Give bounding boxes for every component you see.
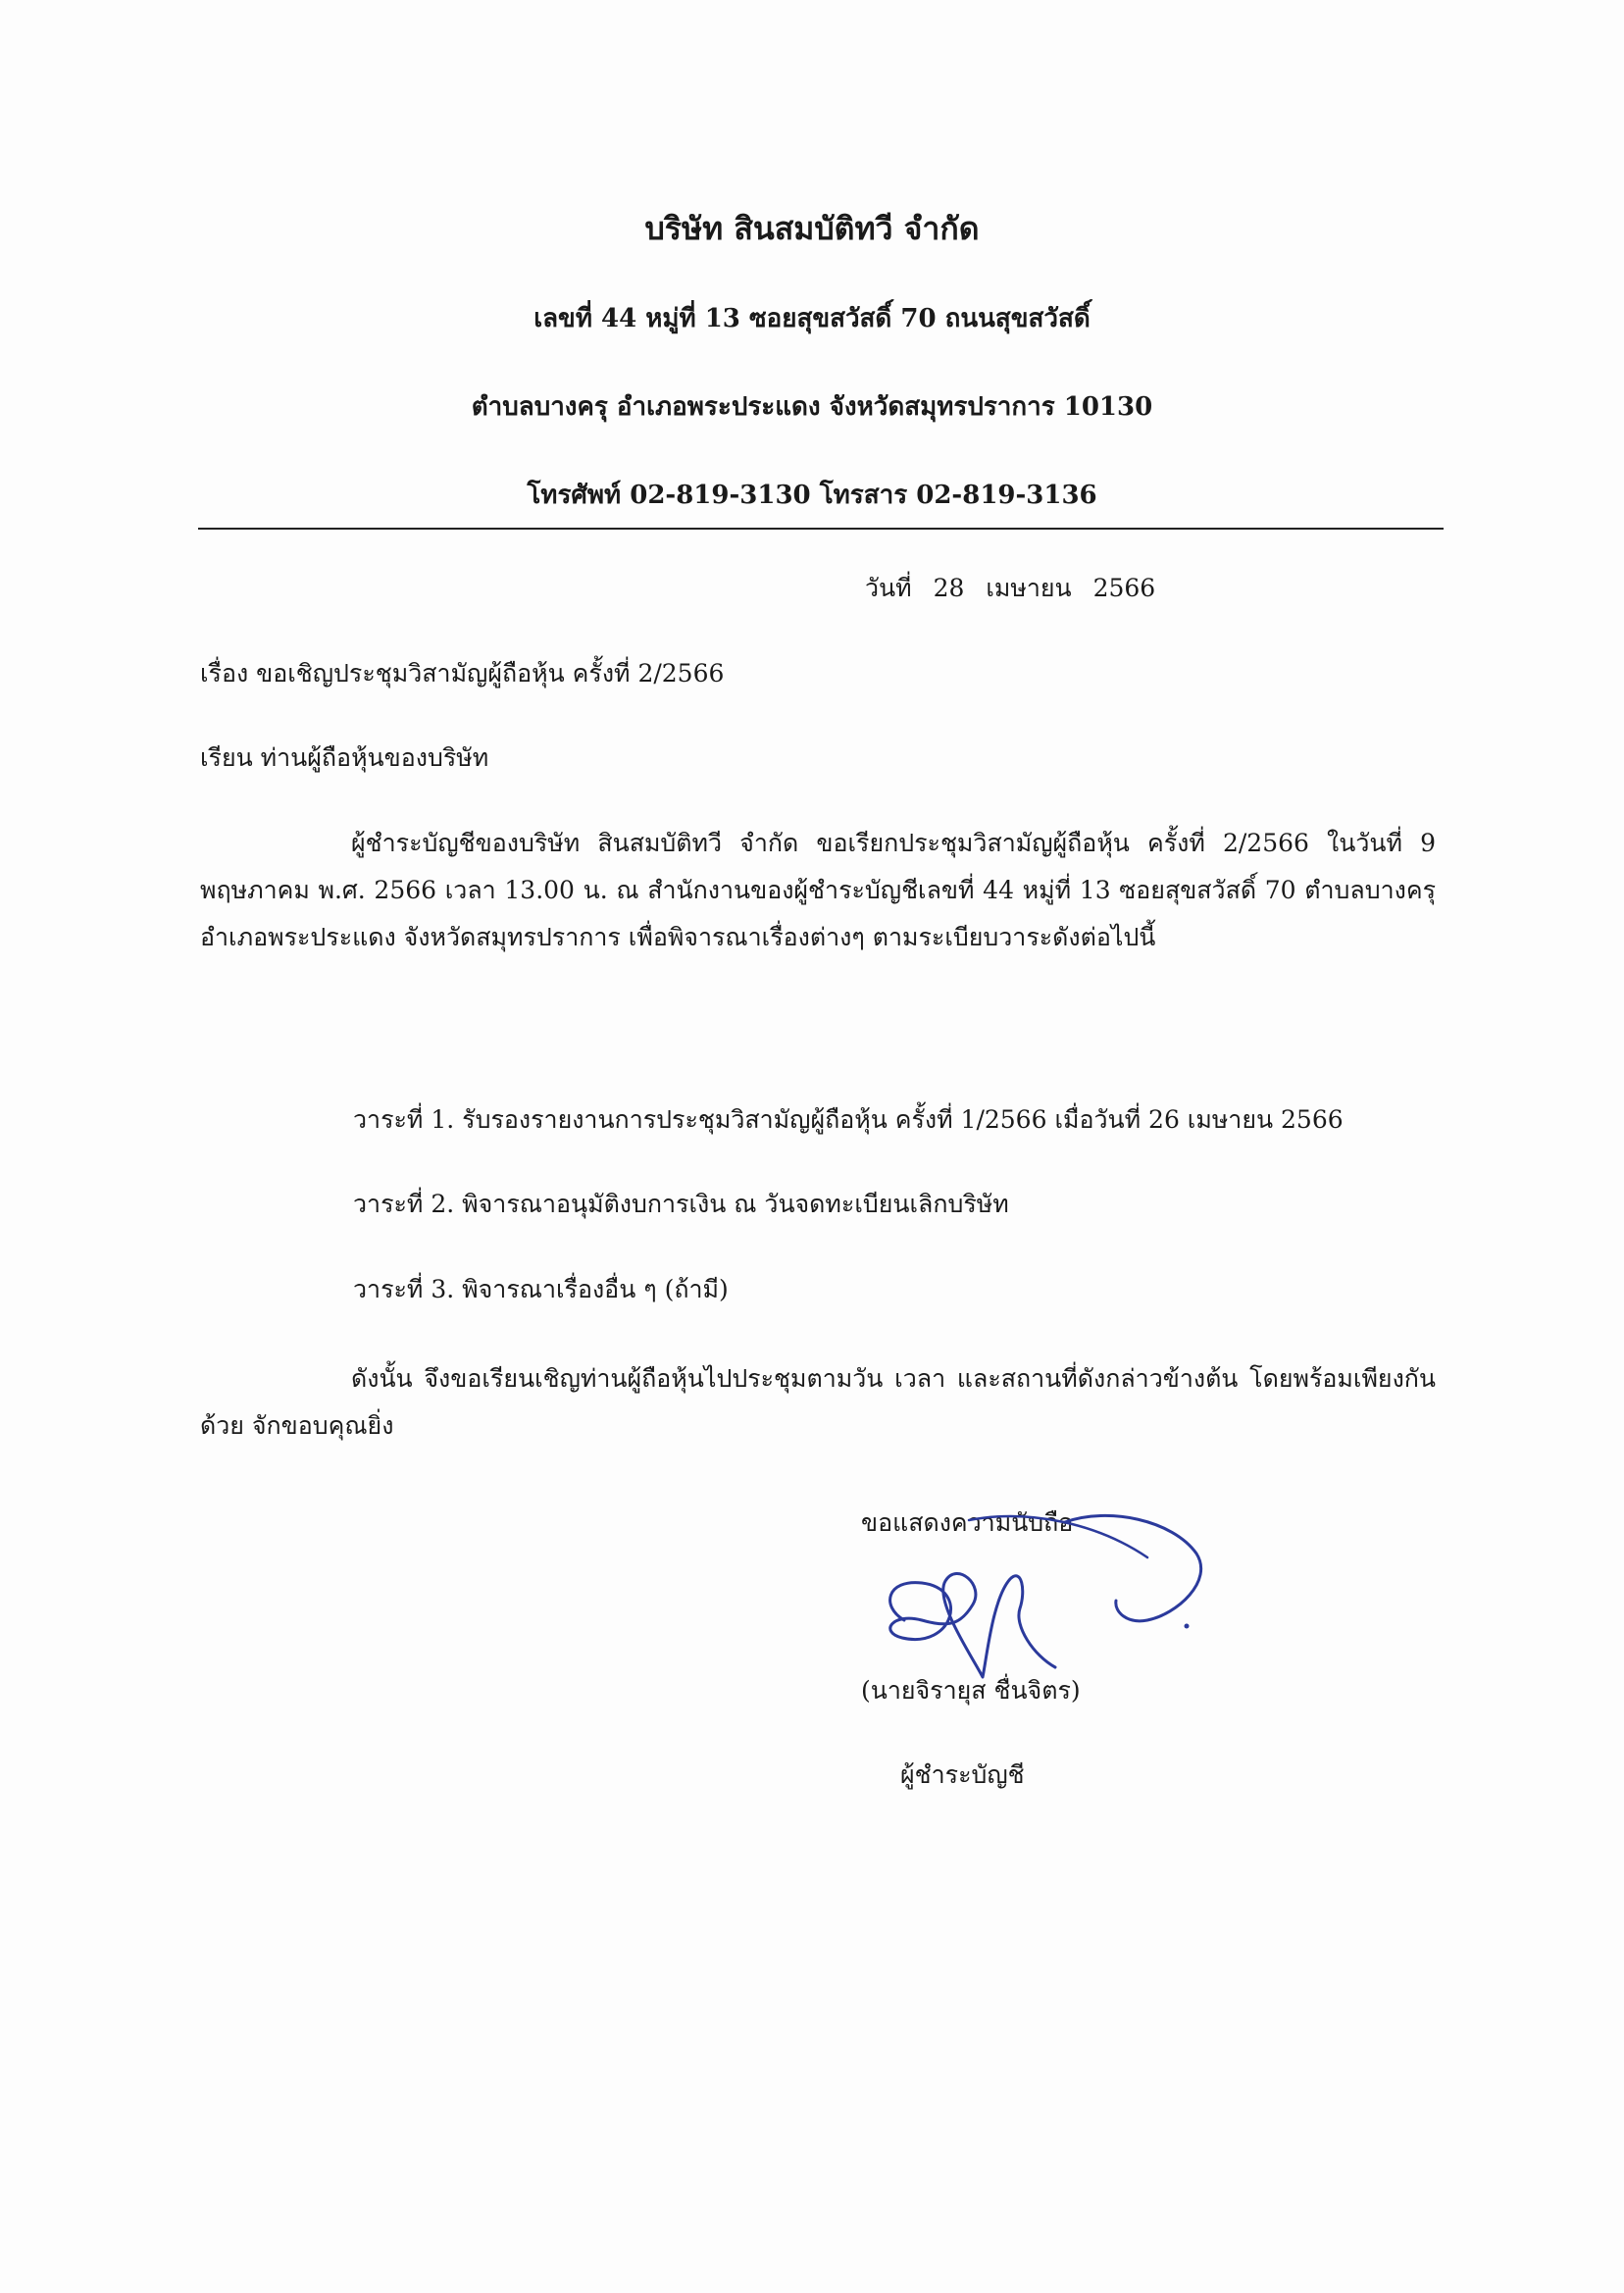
signer-name: (นายจิรายุส ชื่นจิตร) bbox=[861, 1676, 1081, 1705]
body-paragraph-1: ผู้ชำระบัญชีของบริษัท สินสมบัติทวี จำกัด ขอเรียกประชุมวิสามัญผู้ถือหุ้น ครั้งที่ 2/2566 ในวันที่ 9 พฤษภาคม พ.ศ. 2566 เวลา 13.00 น. ณ สำนักงานของผู้ชำระบัญชีเลขที่ 44 หมู่ที่ 13 ซอยสุขสวัสดิ์ 70 ตำบลบางครุ อำเภอพระประแดง จังหวัดสมุทรปราการ เพื่อพิจารณาเรื่องต่างๆ ตามระเบียบวาระดังต่อไปนี้ bbox=[200, 829, 1436, 951]
agenda-item-2: วาระที่ 2. พิจารณาอนุมัติงบการเงิน ณ วันจดทะเบียนเลิกบริษัท bbox=[353, 1190, 1009, 1218]
valediction: ขอแสดงความนับถือ bbox=[861, 1508, 1074, 1537]
date-year: 2566 bbox=[1092, 574, 1156, 602]
signature-stroke-3 bbox=[969, 1516, 1147, 1557]
signer-title: ผู้ชำระบัญชี bbox=[900, 1760, 1025, 1789]
signature-stroke-1 bbox=[890, 1573, 1055, 1677]
agenda-item-3: วาระที่ 3. พิจารณาเรื่องอื่น ๆ (ถ้ามี) bbox=[353, 1275, 729, 1303]
date-day: 28 bbox=[933, 574, 965, 602]
date-month: เมษายน bbox=[986, 574, 1072, 602]
signature-stroke-2 bbox=[1065, 1515, 1201, 1620]
company-address-line-2: ตำบลบางครุ อำเภอพระประแดง จังหวัดสมุทรปราการ 10130 bbox=[471, 392, 1153, 422]
letter-subject: เรื่อง ขอเชิญประชุมวิสามัญผู้ถือหุ้น ครั้งที่ 2/2566 bbox=[200, 659, 725, 688]
letter-salutation: เรียน ท่านผู้ถือหุ้นของบริษัท bbox=[200, 743, 489, 772]
signature-dot bbox=[1185, 1624, 1190, 1629]
date-label: วันที่ bbox=[865, 574, 912, 602]
header-divider bbox=[198, 528, 1444, 530]
body-paragraph-2: ดังนั้น จึงขอเรียนเชิญท่านผู้ถือหุ้นไปประชุมตามวัน เวลา และสถานที่ดังกล่าวข้างต้น โดยพร้อมเพียงกันด้วย จักขอบคุณยิ่ง bbox=[200, 1364, 1436, 1440]
company-contact: โทรศัพท์ 02-819-3130 โทรสาร 02-819-3136 bbox=[527, 481, 1097, 510]
company-address-line-1: เลขที่ 44 หมู่ที่ 13 ซอยสุขสวัสดิ์ 70 ถนนสุขสวัสดิ์ bbox=[533, 304, 1091, 333]
handwritten-signature bbox=[863, 1510, 1216, 1687]
letter-date bbox=[865, 569, 1169, 608]
company-name: บริษัท สินสมบัติทวี จำกัด bbox=[644, 210, 980, 247]
agenda-item-1: วาระที่ 1. รับรองรายงานการประชุมวิสามัญผู้ถือหุ้น ครั้งที่ 1/2566 เมื่อวันที่ 26 เมษายน 2566 bbox=[353, 1105, 1344, 1134]
